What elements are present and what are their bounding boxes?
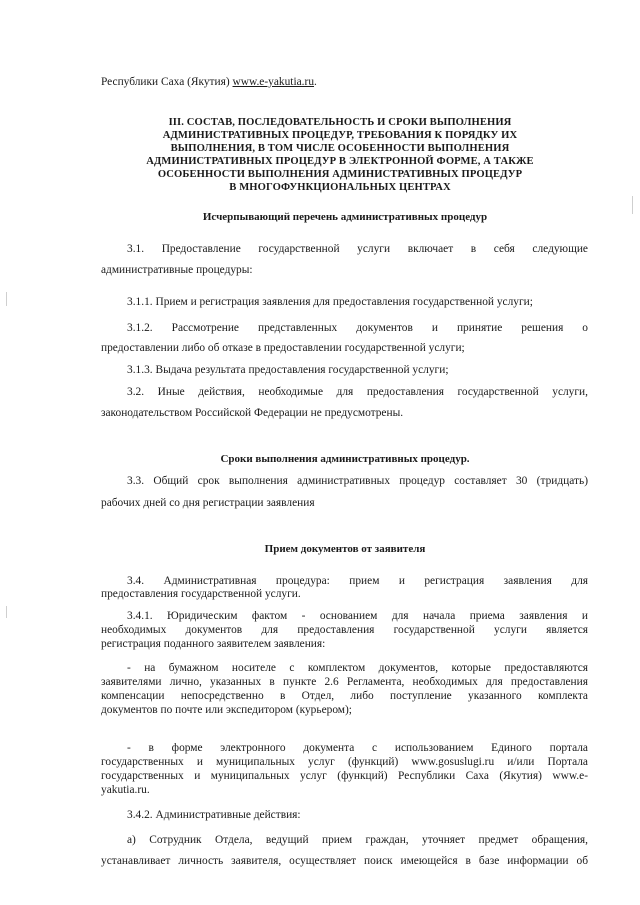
paragraph-3-4-2: 3.4.2. Административные действия: — [127, 809, 301, 821]
section-title — [100, 116, 580, 194]
paragraph-3-1-line: 3.1. Предоставление государственной услуги включает в себя следующие — [127, 243, 588, 255]
e-yakutia-link[interactable]: www.e-yakutia.ru — [232, 76, 315, 88]
bullet-paper-line: - на бумажном носителе с комплектом документов, которые предоставляются — [127, 662, 588, 674]
paragraph-3-1-line: административные процедуры: — [101, 264, 253, 276]
top-line-text: Республики Саха (Якутия) — [101, 76, 233, 88]
paragraph-a-line: а) Сотрудник Отдела, ведущий прием граждан, уточняет предмет обращения, — [127, 834, 588, 846]
subheading-document-intake: Прием документов от заявителя — [264, 543, 426, 555]
bullet-paper-line: заявителями лично, указанных в пункте 2.6 Регламента, необходимых для предоставления — [101, 676, 588, 688]
paragraph-3-4-line: 3.4. Административная процедура: прием и регистрация заявления для — [127, 575, 588, 587]
paragraph-3-1-1: 3.1.1. Прием и регистрация заявления для предоставления государственной услуги; — [127, 296, 533, 308]
paragraph-3-4-line: предоставления государственной услуги. — [101, 588, 301, 600]
scan-edge-mark — [632, 196, 633, 214]
section-title-line: В МНОГОФУНКЦИОНАЛЬНЫХ ЦЕНТРАХ — [229, 182, 451, 193]
bullet-electronic-line: государственных и муниципальных услуг (функций) www.gosuslugi.ru и/или Портала — [101, 756, 588, 768]
paragraph-3-4-1-line: 3.4.1. Юридическим фактом - основанием для начала приема заявления и — [127, 610, 588, 622]
section-title-line: III. СОСТАВ, ПОСЛЕДОВАТЕЛЬНОСТЬ И СРОКИ ВЫПОЛНЕНИЯ — [168, 117, 512, 128]
paragraph-3-1-2-line: предоставлении либо об отказе в предоставлении государственной услуги; — [101, 342, 465, 354]
bullet-paper-line: компенсации непосредственно в Отдел, либо поступление указанного комплекта — [101, 690, 588, 702]
paragraph-3-2-line: законодательством Российской Федерации не предусмотрены. — [101, 407, 404, 419]
bullet-electronic-line: yakutia.ru. — [101, 784, 150, 796]
scan-edge-mark — [6, 292, 7, 306]
section-title-line: АДМИНИСТРАТИВНЫХ ПРОЦЕДУР В ЭЛЕКТРОННОЙ ФОРМЕ, А ТАКЖЕ — [146, 156, 534, 167]
subheading-procedures-list: Исчерпывающий перечень административных процедур — [202, 211, 488, 223]
section-title-line: ОСОБЕННОСТИ ВЫПОЛНЕНИЯ АДМИНИСТРАТИВНЫХ ПРОЦЕДУР — [157, 169, 523, 180]
top-line — [101, 75, 317, 89]
section-title-line: АДМИНИСТРАТИВНЫХ ПРОЦЕДУР, ТРЕБОВАНИЯ К ПОРЯДКУ ИХ — [162, 130, 518, 141]
paragraph-3-2-line: 3.2. Иные действия, необходимые для предоставления государственной услуги, — [127, 386, 588, 398]
paragraph-a-line: устанавливает личность заявителя, осуществляет поиск имеющейся в базе информации об — [101, 855, 588, 867]
paragraph-3-3-line: рабочих дней со дня регистрации заявления — [101, 497, 315, 509]
paragraph-3-1-2-line: 3.1.2. Рассмотрение представленных документов и принятие решения о — [127, 322, 588, 334]
top-line-end: . — [314, 76, 317, 88]
subheading-deadlines: Сроки выполнения административных процедур. — [220, 453, 470, 465]
paragraph-3-1-3: 3.1.3. Выдача результата предоставления государственной услуги; — [127, 364, 449, 376]
bullet-paper-line: документов по почте или экспедитором (курьером); — [101, 704, 352, 716]
paragraph-3-3-line: 3.3. Общий срок выполнения административных процедур составляет 30 (тридцать) — [127, 475, 588, 487]
scan-edge-mark — [6, 606, 7, 618]
bullet-electronic-line: - в форме электронного документа с использованием Единого портала — [127, 742, 588, 754]
paragraph-3-4-1-line: необходимых документов для предоставления государственной услуги является — [101, 624, 588, 636]
paragraph-3-4-1-line: регистрация поданного заявителем заявления: — [101, 638, 326, 650]
section-title-line: ВЫПОЛНЕНИЯ, В ТОМ ЧИСЛЕ ОСОБЕННОСТИ ВЫПОЛНЕНИЯ — [170, 143, 510, 154]
bullet-electronic-line: государственных и муниципальных услуг (функций) Республики Саха (Якутия) www.e- — [101, 770, 588, 782]
